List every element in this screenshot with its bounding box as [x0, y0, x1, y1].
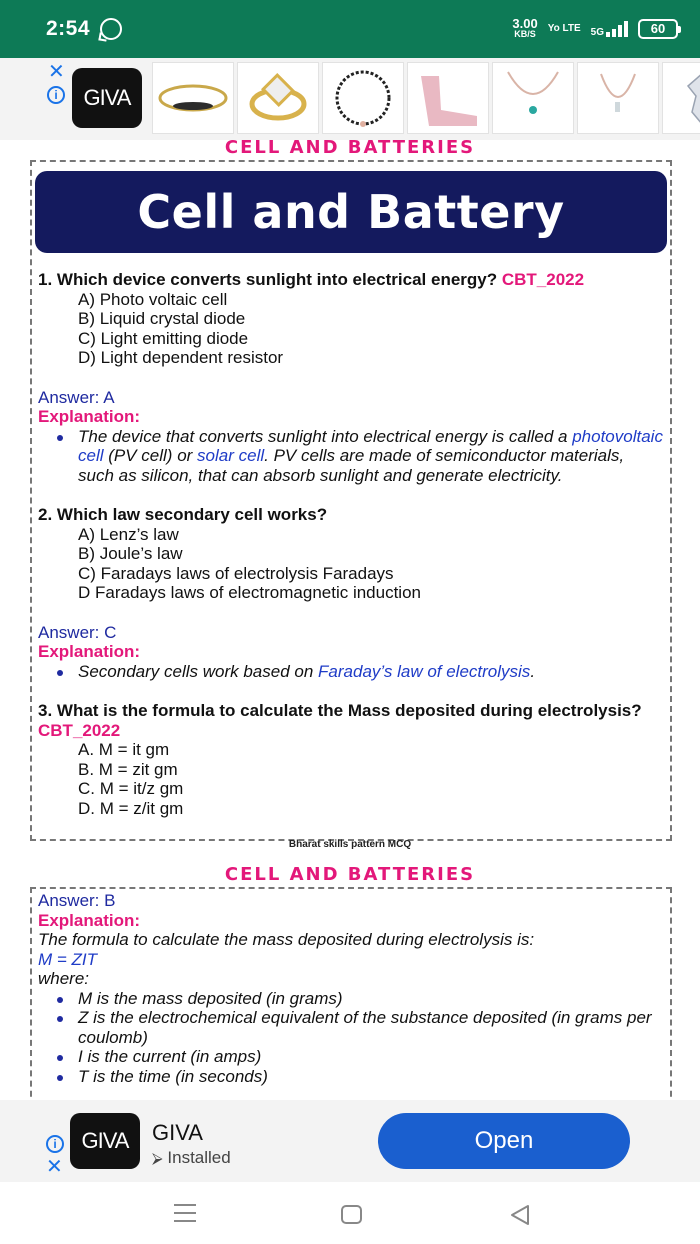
- option: B. M = zit gm: [78, 759, 178, 779]
- close-icon[interactable]: ✕: [48, 61, 65, 83]
- signal-icon: 5G: [591, 21, 628, 37]
- bottom-ad-banner[interactable]: [0, 1100, 700, 1182]
- answer: Answer: A: [38, 387, 115, 407]
- question-3: [38, 701, 664, 740]
- formula: M = ZIT: [38, 949, 98, 969]
- question-1: [38, 270, 664, 290]
- photovoltaic-link[interactable]: photovoltaic cell: [78, 426, 663, 465]
- pendant-image[interactable]: [492, 62, 574, 134]
- explanation-label: Explanation:: [38, 407, 141, 426]
- option: B) Joule’s law: [78, 544, 183, 563]
- option: A) Photo voltaic cell: [78, 289, 228, 309]
- options-list: [38, 740, 664, 818]
- option: B) Liquid crystal diode: [78, 309, 246, 328]
- question-text: 1. Which device converts sunlight into electrical energy?: [38, 270, 498, 289]
- bracelet-image[interactable]: [152, 62, 234, 134]
- answer-card: [30, 887, 672, 1107]
- question-text: 3. What is the formula to calculate the Mass deposited during electrolysis?: [38, 701, 642, 720]
- navigation-bar: [0, 1182, 700, 1244]
- status-bar: [0, 0, 700, 58]
- anklet-image[interactable]: [407, 62, 489, 134]
- page-title: Cell and Battery: [35, 171, 667, 253]
- list-item: I is the current (in amps): [78, 1047, 664, 1067]
- exam-tag: CBT_2022: [501, 270, 585, 289]
- options-list: [38, 290, 664, 368]
- info-icon[interactable]: i: [47, 86, 65, 104]
- info-icon[interactable]: i: [46, 1135, 64, 1153]
- question-2: [38, 505, 664, 525]
- option: D Faradays laws of electromagnetic induction: [78, 583, 421, 602]
- option: D. M = z/it gm: [78, 798, 184, 818]
- battery-icon: 60: [638, 19, 678, 39]
- status-icons: [512, 18, 678, 40]
- home-icon[interactable]: [341, 1205, 362, 1224]
- explanation-list: [38, 427, 664, 486]
- recent-apps-icon[interactable]: [174, 1204, 196, 1228]
- list-item: Z is the electrochemical equivalent of the substance deposited (in grams per coulomb): [78, 1008, 664, 1047]
- volte-indicator: Yo LTE: [547, 23, 581, 34]
- app-name[interactable]: GIVA: [152, 1120, 203, 1145]
- exam-tag: CBT_2022: [38, 720, 121, 740]
- option: C) Faradays laws of electrolysis Faradays: [78, 563, 394, 583]
- explanation-label: Explanation:: [38, 910, 141, 930]
- back-icon[interactable]: [508, 1204, 532, 1226]
- giva-logo[interactable]: GIVA: [70, 1113, 140, 1169]
- answer: Answer: B: [38, 891, 116, 910]
- section-header: CELL AND BATTERIES: [224, 864, 476, 885]
- question-text: 2. Which law secondary cell works?: [38, 505, 328, 524]
- status-time: 2:54: [46, 17, 91, 40]
- whatsapp-icon: [100, 18, 122, 40]
- variable-list: [38, 989, 664, 1087]
- section-header: CELL AND BATTERIES: [224, 137, 476, 158]
- option: C) Light emitting diode: [78, 328, 249, 348]
- explanation-text: Secondary cells work based on Faraday’s law of electrolysis.: [78, 662, 664, 682]
- explanation-intro: The formula to calculate the mass deposited during electrolysis is:: [38, 930, 535, 949]
- options-list: [38, 525, 664, 603]
- question-card: [30, 160, 672, 841]
- list-item: M is the mass deposited (in grams): [78, 989, 664, 1009]
- installed-icon: ⮚: [152, 1150, 163, 1167]
- explanation-list: [38, 662, 664, 682]
- giva-logo[interactable]: GIVA: [72, 68, 142, 128]
- cocktail-ring-image[interactable]: [662, 62, 700, 134]
- necklace-image[interactable]: [322, 62, 404, 134]
- top-ad-banner[interactable]: [0, 58, 700, 140]
- option: C. M = it/z gm: [78, 779, 184, 798]
- explanation-label: Explanation:: [38, 642, 141, 661]
- explanation-text: The device that converts sunlight into electrical energy is called a photovoltaic cell (PV cell) or solar cell. PV cells are made of semiconductor materials, such as silicon, that can absorb sunlight and generate electricity.: [78, 426, 663, 485]
- app-status: ⮚ Installed: [152, 1148, 231, 1167]
- where-label: where:: [38, 969, 90, 988]
- option: A) Lenz’s law: [78, 524, 179, 544]
- footer-note: Bharat skills pattern MCQ: [288, 839, 412, 850]
- question-list: [32, 270, 670, 818]
- option: D) Light dependent resistor: [78, 348, 284, 367]
- ring-image[interactable]: [237, 62, 319, 134]
- answer: Answer: C: [38, 622, 117, 642]
- option: A. M = it gm: [78, 740, 170, 759]
- list-item: T is the time (in seconds): [78, 1067, 664, 1087]
- earring-image[interactable]: [577, 62, 659, 134]
- close-icon[interactable]: ✕: [46, 1156, 63, 1178]
- faraday-law-link[interactable]: Faraday’s law of electrolysis: [318, 661, 531, 681]
- open-button[interactable]: Open: [378, 1113, 630, 1169]
- product-thumbnails: [152, 62, 700, 134]
- answer-content: [32, 889, 670, 1086]
- solar-cell-link[interactable]: solar cell: [197, 446, 265, 465]
- network-speed: 3.00 KB/S: [512, 16, 538, 39]
